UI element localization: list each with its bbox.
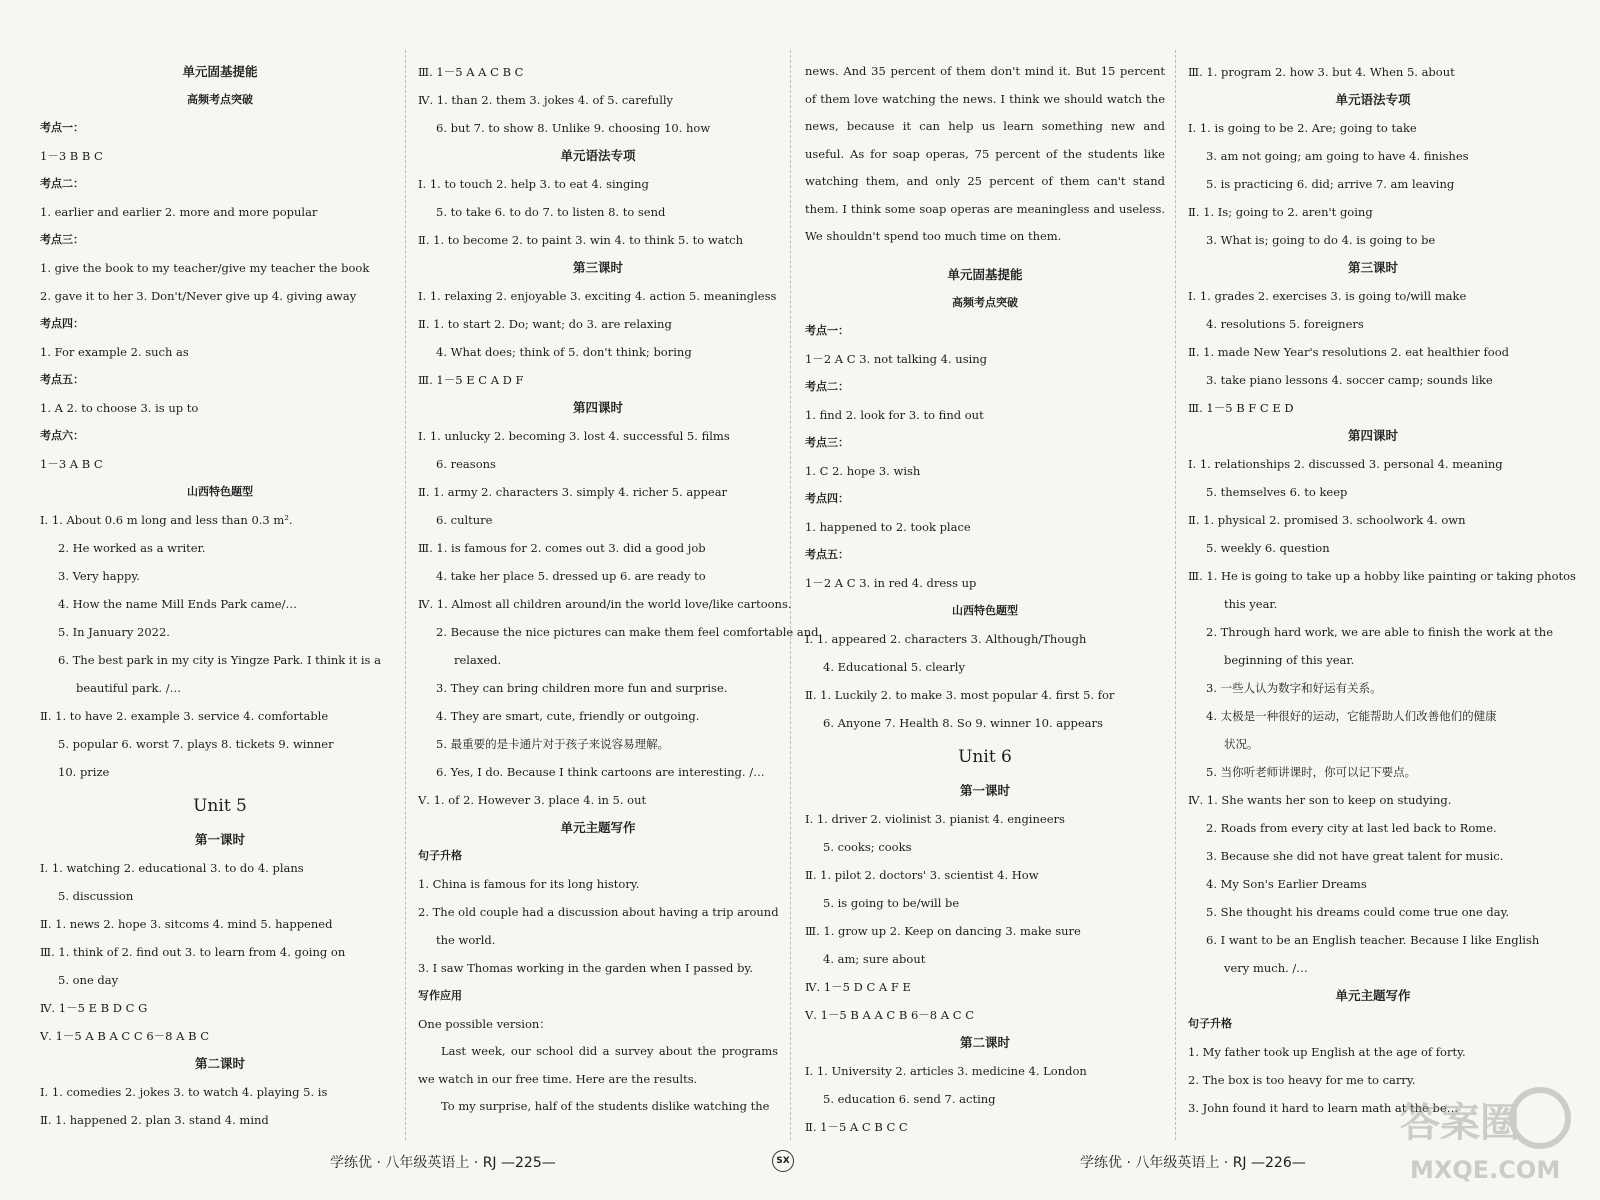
answer-line: 5. She thought his dreams could come true one day.	[1206, 905, 1510, 919]
answer-line: 5. weekly 6. question	[1206, 541, 1330, 555]
answer-line: 3. am not going; am going to have 4. finishes	[1206, 149, 1469, 163]
section-heading: 第二课时	[194, 1056, 245, 1071]
answer-line: Ⅰ. 1. University 2. articles 3. medicine 4. London	[805, 1063, 1087, 1078]
section-heading: 第四课时	[1347, 428, 1398, 443]
answer-line: 6. The best park in my city is Yingze Park. I think it is a	[58, 653, 381, 667]
answer-line: 1. My father took up English at the age of forty.	[1188, 1045, 1466, 1059]
answer-line: 10. prize	[58, 765, 110, 779]
watermark-logo	[1390, 1078, 1570, 1188]
answer-line: 5. cooks; cooks	[823, 839, 912, 854]
answer-line: very much. /…	[1224, 961, 1308, 975]
answer-line: relaxed.	[454, 653, 502, 667]
answer-line: Ⅰ. 1. relationships 2. discussed 3. personal 4. meaning	[1188, 457, 1503, 471]
answer-line: 5. is practicing 6. did; arrive 7. am leaving	[1206, 177, 1455, 191]
point-label: 考点六：	[40, 429, 84, 442]
subsection-heading: 山西特色题型	[187, 485, 253, 498]
point-label: 写作应用	[418, 989, 462, 1002]
answer-line: 6. Anyone 7. Health 8. So 9. winner 10. appears	[823, 715, 1103, 730]
answer-line: 6. I want to be an English teacher. Because I like English	[1206, 933, 1540, 947]
answer-line: Ⅱ. 1. Is; going to 2. aren't going	[1188, 205, 1373, 219]
answer-line: Ⅰ. 1. unlucky 2. becoming 3. lost 4. successful 5. films	[418, 429, 730, 443]
answer-line: Ⅲ. 1. program 2. how 3. but 4. When 5. about	[1188, 65, 1455, 79]
answer-line: 2. Through hard work, we are able to finish the work at the	[1206, 625, 1554, 639]
answer-line: beautiful park. /…	[76, 681, 182, 695]
answer-line: 3. They can bring children more fun and surprise.	[436, 681, 728, 695]
answer-line: Ⅴ. 1. of 2. However 3. place 4. in 5. out	[418, 793, 647, 807]
point-label: 句子升格	[1188, 1017, 1232, 1030]
answer-line: Ⅴ. 1－5 B A A C B 6－8 A C C	[805, 1007, 974, 1022]
answer-line: Ⅲ. 1. grow up 2. Keep on dancing 3. make sure	[805, 923, 1081, 938]
answer-line: Ⅳ. 1－5 E B D C G	[40, 1001, 148, 1015]
answer-line: beginning of this year.	[1224, 653, 1355, 667]
answer-line: Ⅲ. 1－5 E C A D F	[418, 373, 524, 387]
section-heading: 第一课时	[959, 782, 1010, 798]
footer-page-225: 学练优 · 八年级英语上 · RJ —225—	[330, 1155, 556, 1171]
point-label: 考点三：	[40, 233, 84, 246]
answer-line: 1. find 2. look for 3. to find out	[805, 407, 984, 422]
answer-line: 1－3 B B C	[40, 149, 103, 163]
answer-line: Ⅰ. 1. relaxing 2. enjoyable 3. exciting 4. action 5. meaningless	[418, 289, 777, 303]
answer-column-1	[40, 58, 400, 1134]
answer-line: Ⅱ. 1. Luckily 2. to make 3. most popular 4. first 5. for	[805, 687, 1115, 702]
sx-seal-icon: SX	[772, 1150, 794, 1172]
answer-line: Ⅱ. 1. to become 2. to paint 3. win 4. to think 5. to watch	[418, 233, 744, 247]
answer-line: Ⅱ. 1. to have 2. example 3. service 4. comfortable	[40, 709, 329, 723]
answer-line: 6. but 7. to show 8. Unlike 9. choosing 10. how	[436, 121, 711, 135]
answer-line: 5. education 6. send 7. acting	[823, 1091, 996, 1106]
answer-line: 5. 当你听老师讲课时，你可以记下要点。	[1206, 765, 1417, 779]
answer-line: Ⅰ. 1. comedies 2. jokes 3. to watch 4. playing 5. is	[40, 1085, 328, 1099]
section-heading: 单元主题写作	[1335, 988, 1411, 1003]
subsection-heading: 山西特色题型	[952, 603, 1018, 617]
answer-line: Ⅴ. 1－5 A B A C C 6－8 A B C	[40, 1029, 209, 1043]
answer-line: 4. am; sure about	[823, 951, 926, 966]
subsection-heading: 高频考点突破	[952, 295, 1018, 309]
essay-continuation: news. And 35 percent of them don't mind it. But 15 percent of them love watching the news. I think we should watch the news, because it can help us learn something new and useful. As for soap operas, 75 percent of the students like watching them, and only 25 percent of them can't stand them. I think some soap operas are meaningless and useless. We shouldn't spend too much time on them.	[805, 64, 1165, 243]
answer-line: 2. The box is too heavy for me to carry.	[1188, 1073, 1416, 1087]
answer-line: 5. themselves 6. to keep	[1206, 485, 1348, 499]
answer-line: 1. C 2. hope 3. wish	[805, 463, 921, 478]
answer-line: 4. How the name Mill Ends Park came/…	[58, 597, 297, 611]
section-heading: 第四课时	[572, 400, 623, 415]
answer-line: Ⅱ. 1. made New Year's resolutions 2. eat healthier food	[1188, 345, 1510, 359]
answer-line: Ⅲ. 1－5 B F C E D	[1188, 401, 1294, 415]
point-label: 考点二：	[805, 379, 849, 393]
point-label: 考点二：	[40, 177, 84, 190]
answer-line: Ⅳ. 1. than 2. them 3. jokes 4. of 5. carefully	[418, 93, 674, 107]
answer-line: 3. John found it hard to learn math at the be…	[1188, 1101, 1459, 1115]
answer-line: Ⅰ. 1. grades 2. exercises 3. is going to/will make	[1188, 289, 1467, 303]
subsection-heading: 高频考点突破	[187, 93, 253, 106]
watermark-url: MXQE.COM	[1410, 1156, 1561, 1184]
section-heading: 单元固基提能	[947, 266, 1023, 282]
point-label: 考点一：	[805, 323, 849, 337]
answer-line: 3. take piano lessons 4. soccer camp; sounds like	[1206, 373, 1493, 387]
answer-line: Ⅰ. 1. About 0.6 m long and less than 0.3 m².	[40, 513, 293, 527]
section-heading: 单元固基提能	[182, 64, 258, 79]
answer-line: 5. to take 6. to do 7. to listen 8. to send	[436, 205, 666, 219]
answer-line: Ⅱ. 1－5 A C B C C	[805, 1119, 908, 1134]
section-heading: 单元语法专项	[1335, 92, 1411, 107]
answer-line: One possible version：	[418, 1017, 551, 1031]
answer-line: 4. 太极是一种很好的运动，它能帮助人们改善他们的健康	[1206, 709, 1497, 723]
answer-line: 状况。	[1224, 737, 1259, 751]
point-label: 句子升格	[418, 849, 462, 862]
answer-line: Ⅳ. 1. She wants her son to keep on studying.	[1188, 793, 1452, 807]
unit-title: Unit 6	[958, 746, 1012, 767]
column-divider	[790, 50, 791, 1140]
unit-title: Unit 5	[193, 796, 247, 816]
answer-line: 4. Educational 5. clearly	[823, 659, 965, 674]
column-divider	[1175, 50, 1176, 1140]
point-label: 考点四：	[40, 317, 84, 330]
answer-line: Ⅲ. 1. think of 2. find out 3. to learn from 4. going on	[40, 945, 346, 959]
point-label: 考点四：	[805, 491, 849, 505]
answer-line: Ⅱ. 1. news 2. hope 3. sitcoms 4. mind 5. happened	[40, 917, 333, 931]
answer-line: 5. one day	[58, 973, 119, 987]
answer-line: this year.	[1224, 597, 1278, 611]
essay-paragraph: To my surprise, half of the students dislike watching the	[441, 1099, 770, 1113]
answer-line: 4. take her place 5. dressed up 6. are ready to	[436, 569, 706, 583]
answer-line: 5. discussion	[58, 889, 134, 903]
answer-line: 2. gave it to her 3. Don't/Never give up 4. giving away	[40, 289, 357, 303]
point-label: 考点五：	[805, 547, 849, 561]
answer-line: Ⅰ. 1. to touch 2. help 3. to eat 4. singing	[418, 177, 649, 191]
answer-line: 5. 最重要的是卡通片对于孩子来说容易理解。	[436, 737, 670, 751]
answer-line: 6. Yes, I do. Because I think cartoons are interesting. /…	[436, 765, 765, 779]
section-heading: 第一课时	[194, 832, 245, 847]
answer-column-3	[805, 58, 1165, 1141]
answer-line: Ⅱ. 1. physical 2. promised 3. schoolwork 4. own	[1188, 513, 1466, 527]
answer-line: 1. A 2. to choose 3. is up to	[40, 401, 199, 415]
answer-line: 3. I saw Thomas working in the garden when I passed by.	[418, 961, 754, 975]
answer-line: 5. In January 2022.	[58, 625, 170, 639]
answer-line: Ⅱ. 1. to start 2. Do; want; do 3. are relaxing	[418, 317, 672, 331]
watermark-text: 答案圈	[1400, 1100, 1520, 1146]
answer-line: Ⅱ. 1. pilot 2. doctors' 3. scientist 4. How	[805, 867, 1039, 882]
answer-line: 3. Very happy.	[58, 569, 140, 583]
point-label: 考点一：	[40, 121, 84, 134]
answer-line: 2. He worked as a writer.	[58, 541, 206, 555]
answer-line: Ⅰ. 1. watching 2. educational 3. to do 4. plans	[40, 861, 304, 875]
answer-line: 4. My Son's Earlier Dreams	[1206, 877, 1367, 891]
answer-line: 6. reasons	[436, 457, 496, 471]
answer-line: Ⅱ. 1. happened 2. plan 3. stand 4. mind	[40, 1113, 269, 1127]
footer-page-226: 学练优 · 八年级英语上 · RJ —226—	[1080, 1155, 1306, 1171]
answer-line: 5. popular 6. worst 7. plays 8. tickets 9. winner	[58, 737, 334, 751]
answer-line: Ⅳ. 1－5 D C A F E	[805, 979, 911, 994]
answer-line: 1. For example 2. such as	[40, 345, 189, 359]
answer-line: 2. Because the nice pictures can make them feel comfortable and	[436, 625, 819, 639]
answer-line: Ⅲ. 1－5 A A C B C	[418, 65, 524, 79]
section-heading: 第三课时	[1347, 260, 1398, 275]
section-heading: 单元主题写作	[560, 820, 636, 835]
essay-paragraph: Last week, our school did a survey about the programs we watch in our free time. Here are the results.	[418, 1044, 778, 1086]
answer-line: 5. is going to be/will be	[823, 895, 960, 910]
answer-line: 3. What is; going to do 4. is going to be	[1206, 233, 1436, 247]
answer-line: 2. The old couple had a discussion about having a trip around	[418, 905, 779, 919]
answer-line: 1. give the book to my teacher/give my teacher the book	[40, 261, 370, 275]
answer-line: Ⅲ. 1. He is going to take up a hobby like painting or taking photos	[1188, 569, 1576, 583]
answer-line: the world.	[436, 933, 496, 947]
answer-line: Ⅰ. 1. driver 2. violinist 3. pianist 4. engineers	[805, 811, 1065, 826]
answer-line: Ⅰ. 1. appeared 2. characters 3. Although/Though	[805, 631, 1087, 646]
answer-line: 1－2 A C 3. not talking 4. using	[805, 351, 988, 366]
point-label: 考点三：	[805, 435, 849, 449]
answer-line: 1－2 A C 3. in red 4. dress up	[805, 575, 977, 590]
answer-line: 4. What does; think of 5. don't think; boring	[436, 345, 692, 359]
answer-line: 1. China is famous for its long history.	[418, 877, 640, 891]
section-heading: 单元语法专项	[560, 148, 636, 163]
answer-line: 4. They are smart, cute, friendly or outgoing.	[436, 709, 700, 723]
answer-line: 3. Because she did not have great talent for music.	[1206, 849, 1504, 863]
answer-line: Ⅰ. 1. is going to be 2. Are; going to take	[1188, 121, 1417, 135]
answer-line: Ⅱ. 1. army 2. characters 3. simply 4. richer 5. appear	[418, 485, 728, 499]
answer-line: Ⅳ. 1. Almost all children around/in the world love/like cartoons.	[418, 597, 792, 611]
answer-line: 1－3 A B C	[40, 457, 103, 471]
answer-line: Ⅲ. 1. is famous for 2. comes out 3. did a good job	[418, 541, 706, 555]
answer-line: 1. earlier and earlier 2. more and more popular	[40, 205, 318, 219]
section-heading: 第二课时	[959, 1034, 1010, 1050]
answer-line: 3. 一些人认为数字和好运有关系。	[1206, 681, 1382, 695]
answer-line: 6. culture	[436, 513, 493, 527]
point-label: 考点五：	[40, 373, 84, 386]
column-divider	[405, 50, 406, 1140]
answer-column-4	[1188, 58, 1576, 1122]
section-heading: 第三课时	[572, 260, 623, 275]
answer-line: 1. happened to 2. took place	[805, 519, 971, 534]
answer-line: 2. Roads from every city at last led back to Rome.	[1206, 821, 1497, 835]
answer-line: 4. resolutions 5. foreigners	[1206, 317, 1364, 331]
answer-column-2	[418, 58, 819, 1121]
